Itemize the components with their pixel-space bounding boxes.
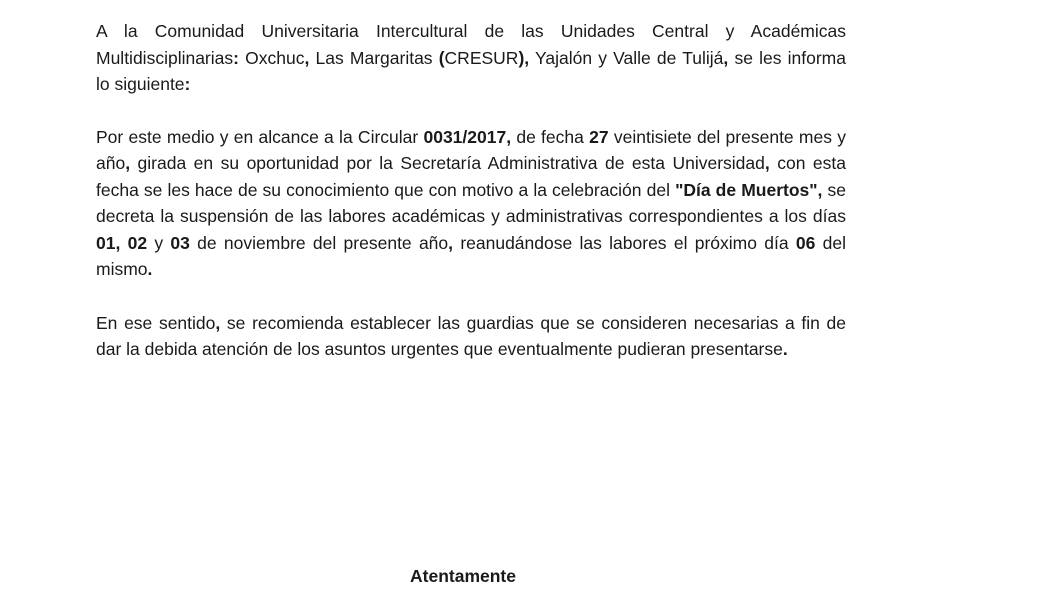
text-span: : <box>184 74 191 94</box>
text-span: , <box>723 47 729 68</box>
text-span: Las Margaritas <box>309 47 439 68</box>
text-span: se recomienda establecer las guardias que se consideren necesarias a fin de dar la debida atención de los asuntos urgentes que eventualmente pudieran presentarse <box>96 312 847 359</box>
text-span: , <box>448 232 454 253</box>
text-span: ( <box>438 47 445 68</box>
recommendation-paragraph <box>96 310 846 363</box>
announcement-paragraph <box>96 124 846 283</box>
text-span: del mismo <box>96 232 846 279</box>
text-span: En ese sentido <box>96 312 216 333</box>
text-span: . <box>147 259 153 279</box>
text-span: de noviembre del presente año <box>189 232 449 253</box>
text-span: . <box>782 339 788 359</box>
text-span: , <box>764 153 770 173</box>
circular-number: 0031/2017, <box>423 126 512 147</box>
day-number: 02 <box>127 232 148 253</box>
holiday-name: "Día de Muertos", <box>675 179 823 200</box>
text-span: , <box>115 232 128 253</box>
document-body <box>96 18 846 363</box>
greeting-paragraph <box>96 18 846 98</box>
text-span: con esta fecha se les hace de su conocimiento que con motivo a la celebración del <box>96 153 846 200</box>
text-span: veintisiete del presente mes y año <box>96 126 846 173</box>
day-number: 03 <box>170 232 190 253</box>
day-number: 06 <box>795 232 816 253</box>
text-span: A la Comunidad Universitaria Intercultural de las Unidades Central y Académicas Multidisciplinarias <box>96 21 846 68</box>
text-span: Oxchuc <box>238 47 305 68</box>
text-span: , <box>304 47 310 68</box>
text-span: , <box>125 153 131 173</box>
text-span: , <box>215 312 221 333</box>
text-span: girada en su oportunidad por la Secretaría Administrativa de esta Universidad <box>130 153 765 173</box>
closing-salutation: Atentamente <box>410 566 516 586</box>
text-span: se decreta la suspensión de las labores académicas y administrativas correspondientes a los días <box>96 179 846 226</box>
text-span: se les informa lo siguiente <box>96 47 846 94</box>
text-span: : <box>233 47 239 68</box>
text-span: de fecha <box>511 126 590 147</box>
date-day: 27 <box>589 126 609 147</box>
day-number: 01 <box>96 232 116 253</box>
text-span: ), <box>518 47 530 68</box>
text-span: Yajalón y Valle de Tulijá <box>529 47 724 68</box>
text-span: reanudándose las labores el próximo día <box>453 232 796 253</box>
text-span: Por este medio y en alcance a la Circular <box>96 126 424 147</box>
text-span: y <box>147 232 171 253</box>
text-span: CRESUR <box>444 47 519 68</box>
